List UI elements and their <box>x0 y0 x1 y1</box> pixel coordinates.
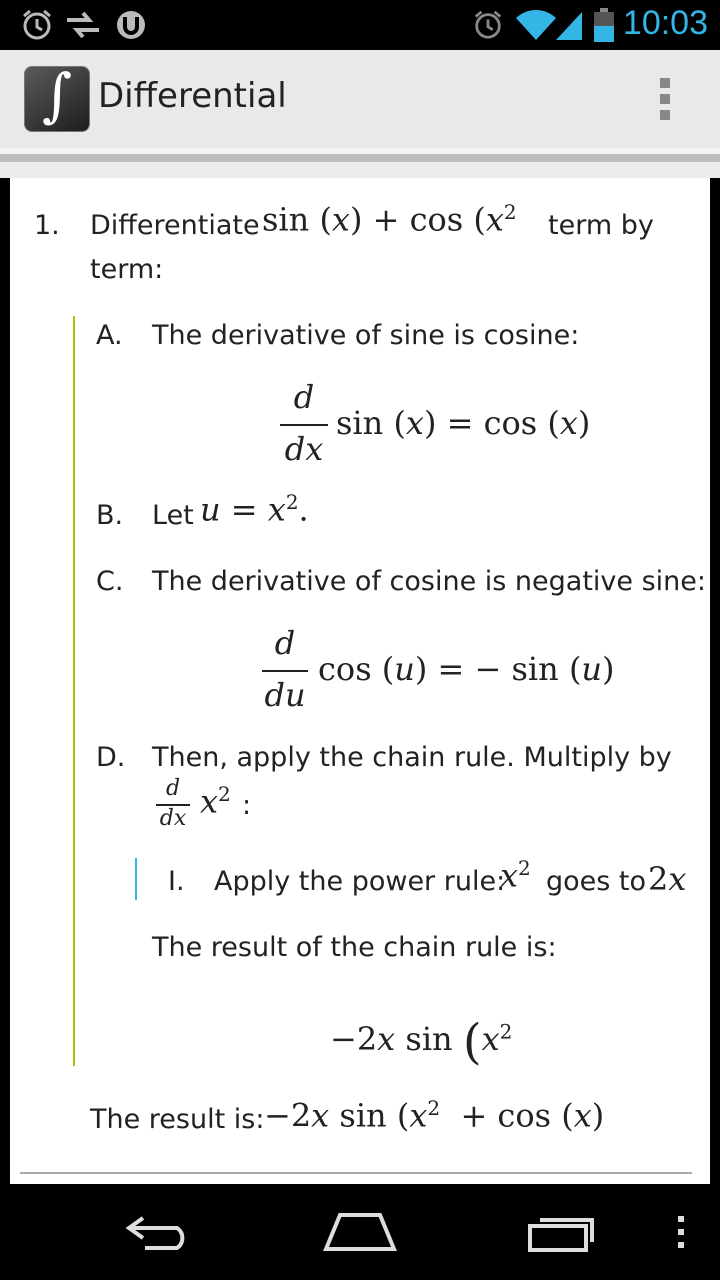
step-number: 1. <box>34 210 60 241</box>
substep-text: Apply the power rule: <box>214 866 506 897</box>
fraction-d-dx-small: d dx <box>156 776 190 836</box>
expression-math: $x^2$ <box>200 782 231 821</box>
status-bar <box>0 0 720 50</box>
overflow-dots-icon <box>676 1214 686 1250</box>
torrent-icon <box>112 0 150 50</box>
overflow-dot-icon <box>660 78 670 88</box>
sync-arrows-icon <box>64 0 102 50</box>
equation-math: sin (x) = cos (x) <box>336 404 591 442</box>
substep-text: : <box>242 790 252 821</box>
equation-math: $u = x^2$. <box>200 490 309 529</box>
navigation-bar <box>0 1184 720 1280</box>
divider <box>20 1172 692 1174</box>
substep-marker: C. <box>96 566 124 597</box>
status-time: 10:03 <box>622 4 708 42</box>
signal-icon <box>552 0 586 50</box>
substep-text: The derivative of sine is cosine: <box>152 320 580 351</box>
app-title: Differential <box>98 76 287 116</box>
substep-text: The derivative of cosine is negative sine: <box>152 566 706 597</box>
step-text: Differentiate <box>90 210 260 241</box>
divider <box>0 154 720 162</box>
alarm-icon <box>470 0 506 50</box>
step-text: term by <box>548 210 654 241</box>
divider <box>0 162 720 178</box>
overflow-dot-icon <box>660 110 670 120</box>
action-bar <box>0 50 720 148</box>
home-icon <box>322 1211 398 1253</box>
chain-result-math: −2x $\sin (x^2$ <box>330 1014 513 1070</box>
substep-marker: I. <box>168 866 185 897</box>
fraction-d-du: d du <box>262 624 308 716</box>
substep-rule <box>135 858 137 900</box>
overflow-dot-icon <box>660 94 670 104</box>
final-result-text: The result is: <box>90 1104 265 1135</box>
battery-icon <box>590 0 618 50</box>
back-button[interactable] <box>110 1184 210 1280</box>
substep-marker: D. <box>96 742 126 773</box>
home-button[interactable] <box>310 1184 410 1280</box>
final-result-math: −2x $\sin (x^2 + \cos (x)$ <box>264 1096 605 1135</box>
substep-text: Then, apply the chain rule. Multiply by <box>152 742 672 773</box>
substep-marker: B. <box>96 500 124 531</box>
expression-math: $x^2$ <box>500 856 531 895</box>
overflow-menu-button[interactable] <box>650 76 680 122</box>
substep-text: goes to <box>546 866 647 897</box>
equation-math: cos (u) = − sin (u) <box>318 650 615 688</box>
substep-rule <box>73 316 75 1066</box>
recent-apps-icon <box>526 1210 598 1254</box>
fraction-d-dx: d dx <box>280 378 328 470</box>
menu-button[interactable] <box>664 1184 698 1280</box>
expression-math: $\sin (x) + \cos (x^2$ <box>262 200 517 239</box>
alarm-icon <box>18 0 56 50</box>
substep-text: Let <box>152 500 194 531</box>
integral-icon: ∫ <box>41 61 73 129</box>
recent-apps-button[interactable] <box>512 1184 612 1280</box>
result-text: The result of the chain rule is: <box>152 932 557 963</box>
solution-content[interactable] <box>10 178 710 1184</box>
app-icon[interactable] <box>24 61 90 132</box>
step-text: term: <box>90 254 164 285</box>
back-arrow-icon <box>125 1212 195 1252</box>
substep-marker: A. <box>96 320 123 351</box>
expression-math: 2x <box>648 860 687 898</box>
